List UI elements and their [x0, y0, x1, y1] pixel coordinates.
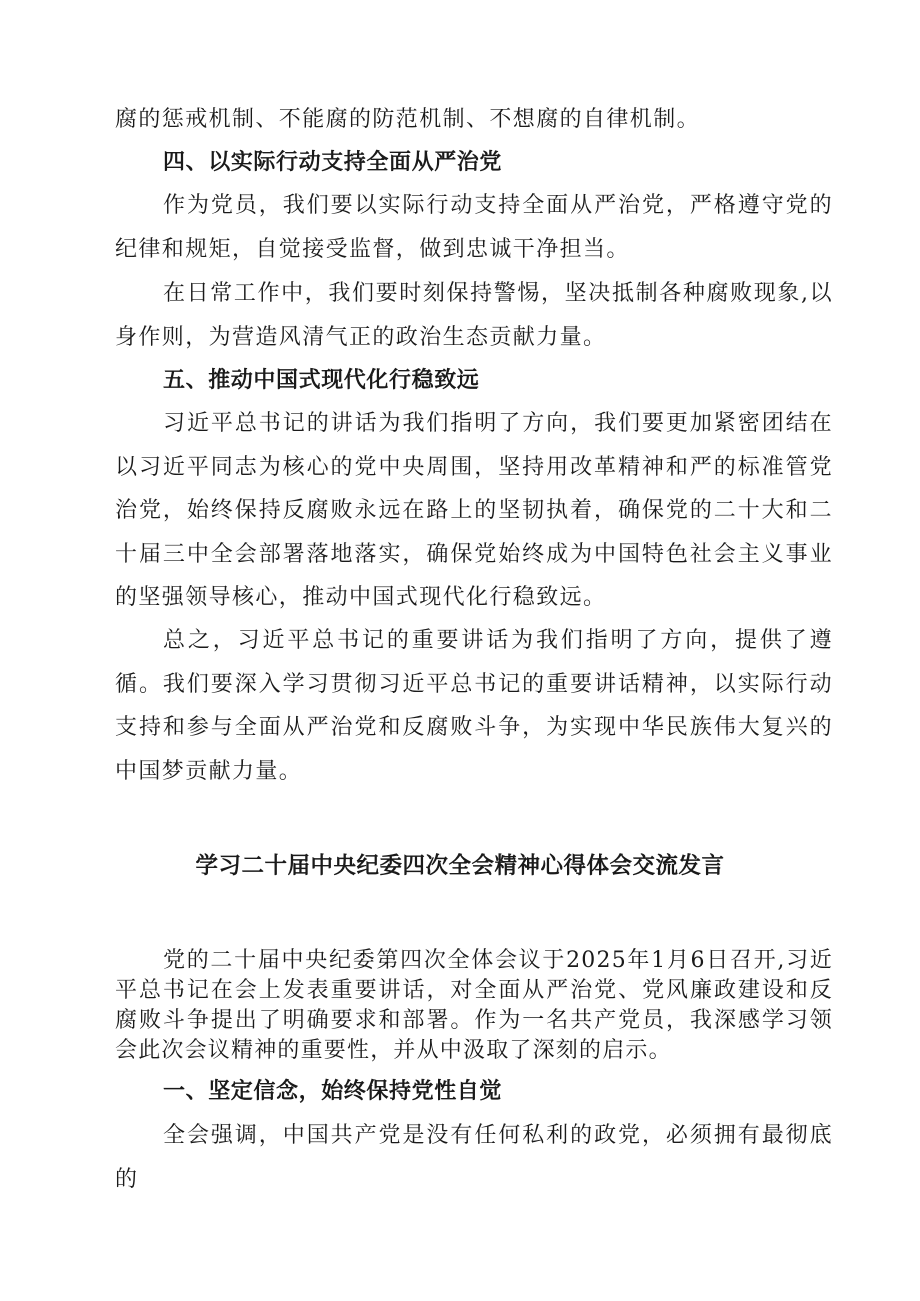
article-title: 学习二十届中央纪委四次全会精神心得体会交流发言 — [195, 853, 725, 879]
section-heading-4: 四、以实际行动支持全面从严治党 — [163, 150, 503, 175]
intro-paragraph: 党的二十届中央纪委第四次全体会议于2025年1月6日召开,习近平总书记在会上发表重要讲话，对全面从严治党、党风廉政建设和反腐败斗争提出了明确要求和部署。作为一名共产党员，我深感学习领会此次会议精神的重要性，并从中汲取了深刻的启示。 — [115, 948, 833, 1063]
paragraph: 全会强调，中国共产党是没有任何私利的政党，必须拥有最彻底的 — [115, 1123, 833, 1192]
section-heading-5: 五、推动中国式现代化行稳致远 — [163, 368, 480, 393]
section-heading-1: 一、坚定信念，始终保持党性自觉 — [163, 1079, 503, 1104]
paragraph: 作为党员，我们要以实际行动支持全面从严治党，严格遵守党的纪律和规矩，自觉接受监督，做到忠诚干净担当。 — [115, 193, 833, 262]
paragraph: 习近平总书记的讲话为我们指明了方向，我们要更加紧密团结在以习近平同志为核心的党中央周围，坚持用改革精神和严的标准管党治党，始终保持反腐败永远在路上的坚韧执着，确保党的二十大和二十届三中全会部署落地落实，确保党始终成为中国特色社会主义事业的坚强领导核心，推动中国式现代化行稳致远。 — [115, 411, 833, 610]
paragraph: 在日常工作中，我们要时刻保持警惕，坚决抵制各种腐败现象,以身作则，为营造风清气正的政治生态贡献力量。 — [115, 281, 833, 350]
paragraph: 总之，习近平总书记的重要讲话为我们指明了方向，提供了遵循。我们要深入学习贯彻习近平总书记的重要讲话精神，以实际行动支持和参与全面从严治党和反腐败斗争，为实现中华民族伟大复兴的中国梦贡献力量。 — [115, 628, 833, 784]
paragraph-tail: 腐的惩戒机制、不能腐的防范机制、不想腐的自律机制。 — [115, 107, 701, 132]
